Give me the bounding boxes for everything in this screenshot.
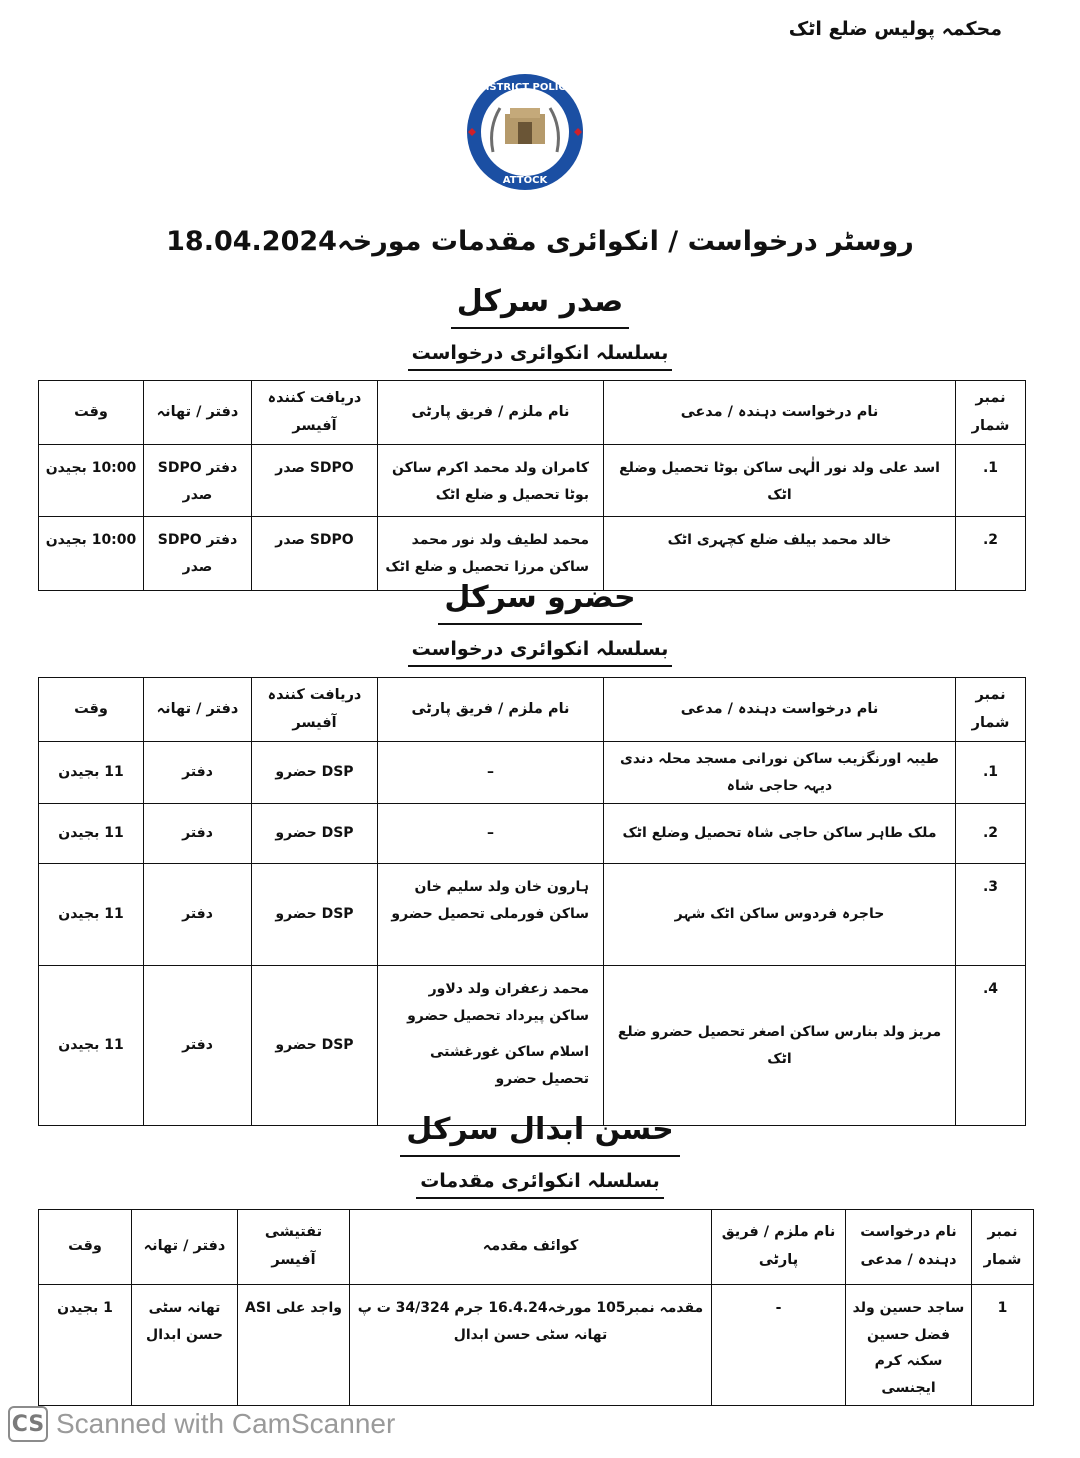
col-serial: نمبر شمار [956,678,1026,742]
cell-time: 1 بجیدن [39,1285,132,1406]
camscanner-icon: CS [8,1406,48,1442]
logo-bottom-text: ATTOCK [502,175,548,186]
col-accused: نام ملزم / فریق پارٹی [378,381,604,445]
cell-office: تھانہ سٹی حسن ابدال [132,1285,238,1406]
page-title: روسٹر درخواست / انکوائری مقدمات مورخہ18.04.2024 [166,226,914,257]
col-officer: دریافت کنندہ آفیسر [252,381,378,445]
circle-title-hassan-abdal: حسن ابدال سرکل [0,1112,1080,1157]
cell-serial: 1. [956,445,1026,517]
cell-officer: DSP حضرو [252,864,378,966]
table-row [39,445,1026,517]
col-applicant: نام درخواست دہندہ / مدعی [604,381,956,445]
col-accused: نام ملزم / فریق پارٹی [712,1210,846,1285]
col-investigating-officer: تفتیشی آفیسر [238,1210,350,1285]
cell-officer: DSP حضرو [252,804,378,864]
col-serial: نمبر شمار [972,1210,1034,1285]
cell-office: دفتر [144,864,252,966]
cell-applicant: حاجرہ فردوس ساکن اٹک شہر [604,864,956,966]
cell-office: دفتر SDPO صدر [144,445,252,517]
table-row [39,864,1026,966]
cell-applicant: ملک طاہر ساکن حاجی شاہ تحصیل وضلع اٹک [604,804,956,864]
table-row [39,966,1026,1126]
cell-serial: 2. [956,517,1026,591]
cell-applicant: خالد محمد بیلف ضلع کچہری اٹک [604,517,956,591]
table-header-row [39,678,1026,742]
col-time: وقت [39,1210,132,1285]
cell-office: دفتر [144,804,252,864]
cell-time: 10:00 بجیدن [39,517,144,591]
cell-office: دفتر SDPO صدر [144,517,252,591]
section-subtitle-hassan-abdal: بسلسلہ انکوائری مقدمات [0,1170,1080,1199]
cell-time: 11 بجیدن [39,742,144,804]
cell-applicant: ساجد حسین ولد فضل حسین سکنہ کرم ایجنسی [846,1285,972,1406]
cell-applicant: مریز ولد بنارس ساکن اصغر تحصیل حضرو ضلع اٹک [604,966,956,1126]
cell-officer: SDPO صدر [252,445,378,517]
accused-name-2: اسلام ساکن غورغشتی تحصیل حضرو [429,1044,589,1088]
cell-officer: SDPO صدر [252,517,378,591]
cell-accused: محمد لطیف ولد نور محمد ساکن مرزا تحصیل و ضلع اٹک [378,517,604,591]
department-name: محکمہ پولیس ضلع اٹک [788,18,1002,40]
col-officer: دریافت کنندہ آفیسر [252,678,378,742]
hazro-table [38,677,1026,1126]
saddar-table [38,380,1026,591]
cell-accused: – [378,742,604,804]
table-header-row [39,1210,1034,1285]
cell-accused: - [712,1285,846,1406]
table-row [39,1285,1034,1406]
cell-investigating-officer: واجد علی ASI [238,1285,350,1406]
cell-serial: 1 [972,1285,1034,1406]
cell-serial: 3. [956,864,1026,966]
cell-serial: 2. [956,804,1026,864]
section-subtitle-hazro: بسلسلہ انکوائری درخواست [0,638,1080,667]
cell-serial: 1. [956,742,1026,804]
cell-time: 11 بجیدن [39,864,144,966]
col-applicant: نام درخواست دہندہ / مدعی [604,678,956,742]
circle-title-saddar: صدر سرکل [0,284,1080,329]
district-police-attock-logo [458,70,592,194]
cell-accused [378,966,604,1126]
cell-accused: ہارون خان ولد سلیم خان ساکن فورملی تحصیل حضرو [378,864,604,966]
cell-officer: DSP حضرو [252,966,378,1126]
cell-applicant: طیبہ اورنگزیب ساکن نورانی مسجد محلہ دندی دیہہ حاجی شاہ [604,742,956,804]
table-row [39,742,1026,804]
col-time: وقت [39,381,144,445]
col-serial: نمبر شمار [956,381,1026,445]
col-time: وقت [39,678,144,742]
cell-office: دفتر [144,966,252,1126]
camscanner-watermark [8,1406,395,1442]
table-header-row [39,381,1026,445]
col-office: دفتر / تھانہ [132,1210,238,1285]
col-office: دفتر / تھانہ [144,678,252,742]
logo-top-text: DISTRICT POLICE [477,82,573,93]
cell-case-details: مقدمہ نمبر105 مورخہ16.4.24 جرم 34/324 ت پ تھانہ سٹی حسن ابدال [350,1285,712,1406]
col-applicant: نام درخواست دہندہ / مدعی [846,1210,972,1285]
cell-accused: کامران ولد محمد اکرم ساکن بوٹا تحصیل و ضلع اٹک [378,445,604,517]
cell-time: 10:00 بجیدن [39,445,144,517]
circle-title-hazro: حضرو سرکل [0,580,1080,625]
section-subtitle-saddar: بسلسلہ انکوائری درخواست [0,342,1080,371]
cell-serial: 4. [956,966,1026,1126]
camscanner-text: Scanned with CamScanner [56,1408,396,1439]
cell-office: دفتر [144,742,252,804]
cell-time: 11 بجیدن [39,966,144,1126]
cell-accused: – [378,804,604,864]
col-case-details: کوائف مقدمہ [350,1210,712,1285]
accused-name-1: محمد زعفران ولد دلاور ساکن پیرداد تحصیل حضرو [407,981,589,1024]
cell-time: 11 بجیدن [39,804,144,864]
cell-applicant: اسد علی ولد نور الٰہی ساکن بوٹا تحصیل وضلع اٹک [604,445,956,517]
hassan-abdal-table [38,1209,1034,1406]
col-office: دفتر / تھانہ [144,381,252,445]
col-accused: نام ملزم / فریق پارٹی [378,678,604,742]
cell-officer: DSP حضرو [252,742,378,804]
table-row [39,804,1026,864]
